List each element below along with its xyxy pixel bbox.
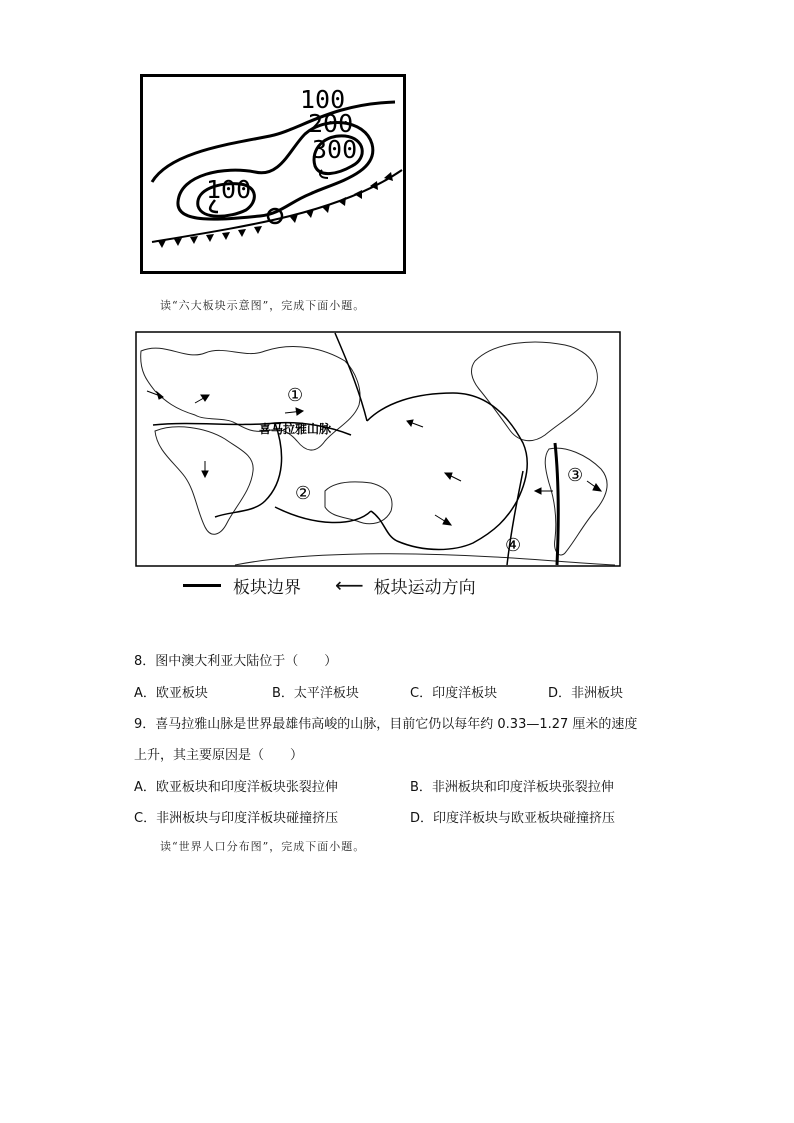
plate-map (135, 331, 621, 567)
intro-population: 读“世界人口分布图”，完成下面小题。 (160, 840, 366, 853)
question-8-option-b: B．太平洋板块 (272, 686, 359, 701)
question-9-option-b: B．非洲板块和印度洋板块张裂拉伸 (410, 780, 614, 795)
arrow-left-icon: ⟵ (335, 573, 364, 597)
contour-label-100-inner: 100 (206, 175, 252, 204)
intro-plates: 读“六大板块示意图”，完成下面小题。 (160, 299, 366, 312)
plate-number-1: ① (287, 385, 304, 406)
plate-number-3: ③ (567, 465, 584, 486)
question-8-option-a: A．欧亚板块 (134, 686, 208, 701)
question-9-option-d: D．印度洋板块与欧亚板块碰撞挤压 (410, 811, 616, 826)
contour-label-200: 200 (308, 109, 354, 138)
mountain-label: 喜马拉雅山脉 (259, 422, 332, 436)
question-8-option-d: D．非洲板块 (548, 686, 624, 701)
question-8-option-c: C．印度洋板块 (410, 686, 498, 701)
contour-label-100-outer: 100 (300, 85, 346, 114)
contour-label-300: 300 (312, 135, 358, 164)
plate-number-2: ② (295, 483, 312, 504)
question-9-stem-line2: 上升，其主要原因是（ ） (134, 748, 304, 763)
question-9-option-c: C．非洲板块与印度洋板块碰撞挤压 (134, 811, 339, 826)
question-9-stem-line1: 9．喜马拉雅山脉是世界最雄伟高峻的山脉，目前它仍以每年约 0.33—1.27 厘米的速度 (134, 717, 638, 732)
question-8-stem: 8．图中澳大利亚大陆位于（ ） (134, 654, 338, 669)
plate-number-4: ④ (505, 535, 522, 556)
legend-boundary-label: 板块边界 (233, 577, 301, 598)
legend-direction-label: 板块运动方向 (373, 577, 476, 598)
question-9-option-a: A．欧亚板块和印度洋板块张裂拉伸 (134, 780, 338, 795)
contour-map (140, 74, 406, 274)
boundary-line-icon (183, 584, 221, 587)
map-legend (183, 572, 476, 598)
